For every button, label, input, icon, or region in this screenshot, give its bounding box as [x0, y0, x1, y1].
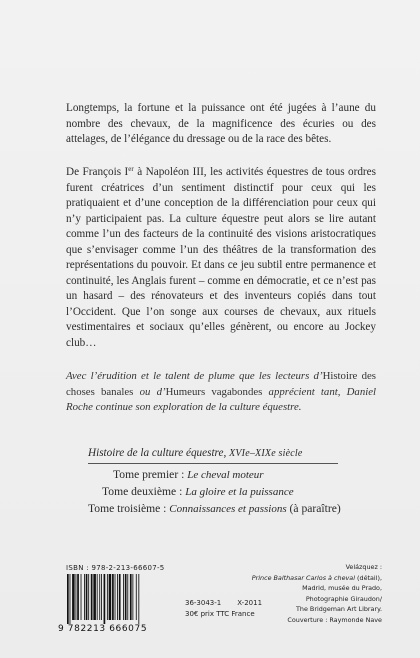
- intro-paragraph: [66, 101, 376, 148]
- barcode-icon: [66, 574, 164, 624]
- image-credit: [222, 562, 382, 625]
- volume-3-label: Tome troisième :: [88, 502, 170, 515]
- volume-2-title: La gloire et la puissance: [185, 486, 294, 498]
- blurb-book-title-1: Histoire des choses banales: [66, 370, 376, 398]
- credit-photo: Photographie Giraudon/: [305, 594, 382, 603]
- main-paragraph: [66, 162, 376, 351]
- credit-artwork-title: Prince Balthasar Carlos à cheval: [251, 573, 355, 582]
- blurb-part-1: Avec l’érudition et le talent de plume que les lecteurs d’: [66, 370, 323, 382]
- series-title: [88, 446, 338, 464]
- volume-3: [88, 501, 341, 517]
- edition-code: X-2011: [237, 599, 263, 607]
- author-blurb: [66, 369, 376, 416]
- credit-artist: Velázquez :: [345, 563, 382, 571]
- isbn-label: ISBN : 978-2-213-66607-5: [66, 564, 165, 572]
- volume-2: [102, 484, 294, 500]
- volume-3-note: (à paraître): [286, 502, 341, 515]
- series-name: Histoire de la culture équestre,: [88, 447, 230, 459]
- blurb-part-3: apprécient tant, Daniel Roche continue son exploration de la culture équestre.: [66, 385, 377, 413]
- series-period: XVIe–XIXe siècle: [229, 448, 303, 459]
- ordinal-superscript: er: [128, 165, 134, 173]
- blurb-part-2: ou d’: [133, 385, 166, 398]
- credit-cover-designer: Couverture : Raymonde Nave: [287, 615, 382, 624]
- intro-text: Longtemps, la fortune et la puissance ont été jugées à l’aune du nombre des chevaux, de la magnificence des écuries ou des attelages, de l’élégance du dressage ou de la race des bêtes.: [66, 102, 376, 145]
- credit-library: The Bridgeman Art Library.: [296, 605, 382, 613]
- blurb-book-title-2: Humeurs vagabondes: [165, 385, 263, 398]
- product-code: 36-3043-1: [185, 599, 222, 607]
- price: 30€ prix TTC France: [185, 610, 255, 618]
- credit-detail: (détail),: [354, 573, 382, 582]
- credit-museum: Madrid, musée du Prado,: [302, 584, 382, 592]
- volume-2-label: Tome deuxième :: [102, 485, 186, 498]
- barcode-number: 9 782213 666075: [58, 624, 148, 634]
- volume-1-title: Le cheval moteur: [187, 469, 264, 481]
- volume-1-label: Tome premier :: [113, 468, 188, 481]
- volume-3-title: Connaissances et passions: [169, 503, 287, 515]
- volume-1: [113, 467, 264, 483]
- main-text-rest: à Napoléon III, les activités équestres de tous ordres furent créatrices d’un sentiment distinctif pour ceux qui les pratiquaient et d’une conception de la différenciation pour ceux qui n’y participaient pas. La culture équestre peut alors se lire autant comme l’un des facteurs de la continuité des visions aristocratiques que s’envisager comme l’un des théâtres de la transformation des représentations du pouvoir. Et dans ce jeu subtil entre permanence et continuité, les Anglais furent – comme en démocratie, et ce n’est pas un hasard – des rénovateurs et des inventeurs copiés dans tout l’Occident. Que l’on songe aux courses de chevaux, aux rituels vestimentaires et sociaux qu’elles génèrent, ou encore au Jockey club…: [66, 166, 376, 349]
- main-text-start: De François I: [66, 166, 129, 178]
